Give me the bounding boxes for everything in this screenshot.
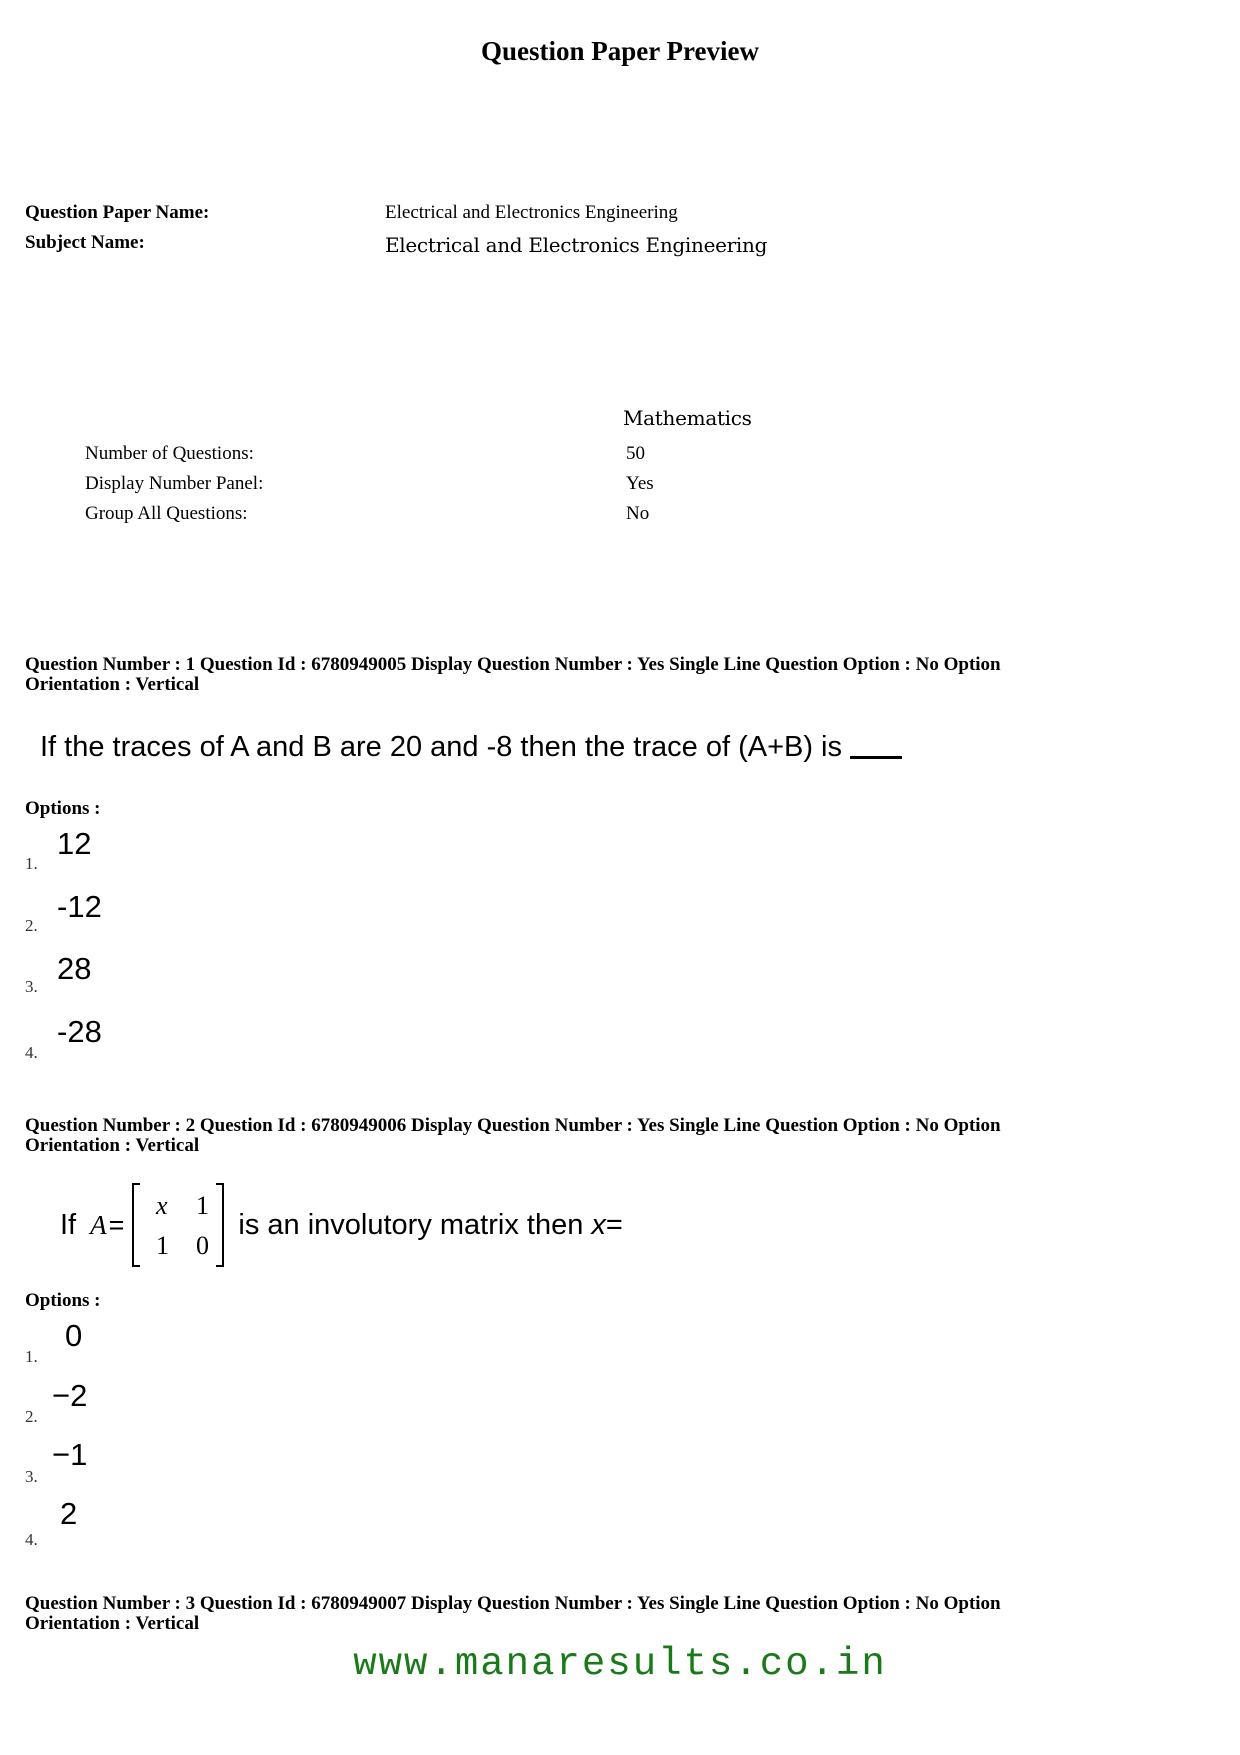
question-text-suffix: is an involutory matrix then: [238, 1208, 584, 1241]
matrix-cell: x: [156, 1191, 168, 1220]
matrix-left-bracket: [133, 1184, 140, 1266]
question-text-end: =: [605, 1208, 623, 1241]
question-text: [40, 731, 902, 764]
footer-website-link[interactable]: www.manaresults.co.in: [353, 1642, 887, 1686]
matrix-right-bracket: [216, 1184, 223, 1266]
option-number: 4.: [25, 1043, 38, 1062]
matrix: [128, 1180, 228, 1270]
question-header-line: Question Number : 2 Question Id : 6780949006 Display Question Number : Yes Single Line Question Option : No Option: [25, 1115, 1001, 1136]
matrix-cell: 1: [196, 1191, 210, 1220]
question-header: [25, 655, 1165, 695]
paper-name-label: Question Paper Name:: [25, 202, 210, 223]
equals-sign: =: [108, 1209, 125, 1240]
matrix-cell: 1: [156, 1231, 170, 1260]
option-value: -12: [57, 889, 102, 924]
section-row-label: Number of Questions:: [85, 443, 254, 464]
question-text-prefix: If: [60, 1208, 77, 1241]
option-value: 28: [57, 951, 92, 986]
question-text: [60, 1180, 623, 1270]
question-header-line: Orientation : Vertical: [25, 674, 200, 695]
options-label: Options :: [25, 798, 101, 819]
question-text-body: If the traces of A and B are 20 and -8 then the trace of (A+B) is: [40, 731, 843, 763]
question-header: [25, 1116, 1165, 1156]
option-number: 1.: [25, 1347, 38, 1366]
option-number: 3.: [25, 1467, 38, 1486]
paper-name-value: Electrical and Electronics Engineering: [385, 202, 678, 223]
option-number: 2.: [25, 916, 38, 935]
section-row-value: Yes: [626, 473, 654, 494]
option-number: 2.: [25, 1407, 38, 1426]
option-value: 2: [60, 1496, 78, 1531]
option-number: 4.: [25, 1530, 38, 1549]
option-value: −2: [52, 1378, 88, 1413]
option-value: −1: [52, 1437, 88, 1472]
option-value: -28: [57, 1014, 102, 1049]
section-name: Mathematics: [623, 406, 752, 430]
section-row-label: Display Number Panel:: [85, 473, 264, 494]
question-header: [25, 1594, 1165, 1634]
section-row-value: 50: [626, 443, 645, 464]
matrix-variable: A: [90, 1209, 107, 1240]
subject-name-label: Subject Name:: [25, 232, 145, 253]
page-title: Question Paper Preview: [481, 36, 759, 66]
answer-blank: [850, 756, 902, 759]
option-number: 3.: [25, 977, 38, 996]
question-header-line: Orientation : Vertical: [25, 1613, 200, 1634]
question-header-line: Question Number : 1 Question Id : 6780949005 Display Question Number : Yes Single Line Question Option : No Option: [25, 654, 1001, 675]
question-header-line: Orientation : Vertical: [25, 1135, 200, 1156]
question-header-line: Question Number : 3 Question Id : 6780949007 Display Question Number : Yes Single Line Question Option : No Option: [25, 1593, 1001, 1614]
section-row-value: No: [626, 503, 650, 524]
options-label: Options :: [25, 1290, 101, 1311]
option-value: 12: [57, 826, 92, 861]
section-row-label: Group All Questions:: [85, 503, 248, 524]
option-value: 0: [65, 1318, 83, 1353]
option-number: 1.: [25, 854, 38, 873]
question-variable: x: [591, 1208, 606, 1241]
subject-name-value: Electrical and Electronics Engineering: [385, 233, 768, 257]
matrix-cell: 0: [196, 1231, 210, 1260]
